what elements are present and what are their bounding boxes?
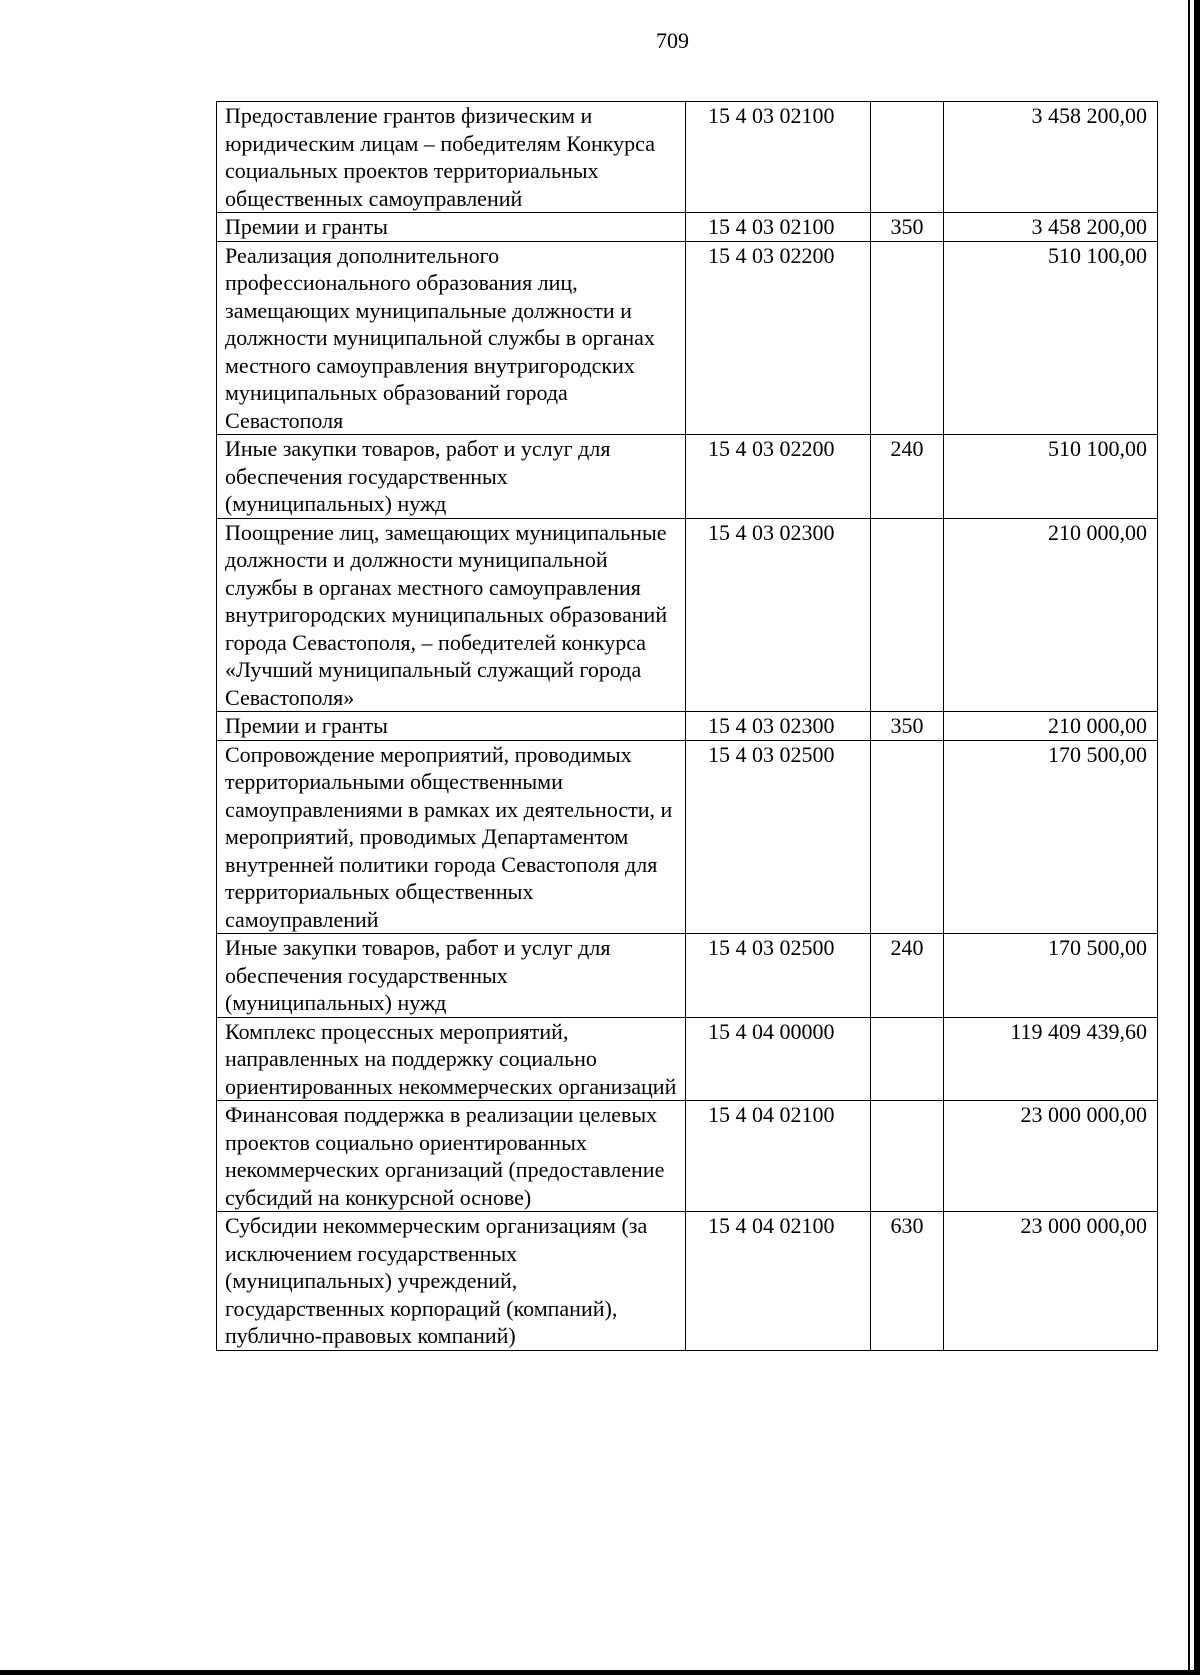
row-code: 15 4 04 02100	[686, 1212, 871, 1351]
row-name: Иные закупки товаров, работ и услуг для обеспечения государственных (муниципальных) нужд	[217, 435, 686, 519]
row-code: 15 4 03 02500	[686, 740, 871, 934]
row-code: 15 4 04 02100	[686, 1101, 871, 1212]
row-amount: 170 500,00	[944, 740, 1158, 934]
table-row	[217, 518, 1158, 712]
row-code: 15 4 03 02100	[686, 213, 871, 242]
row-amount: 210 000,00	[944, 712, 1158, 741]
row-code: 15 4 03 02300	[686, 712, 871, 741]
row-name: Предоставление грантов физическим и юридическим лицам – победителям Конкурса социальных проектов территориальных общественных самоуправлений	[217, 102, 686, 213]
table-row	[217, 934, 1158, 1018]
scan-edge-right	[1194, 0, 1200, 1675]
row-type: 350	[871, 213, 944, 242]
row-amount: 210 000,00	[944, 518, 1158, 712]
row-code: 15 4 03 02200	[686, 241, 871, 435]
row-amount: 23 000 000,00	[944, 1212, 1158, 1351]
table-row	[217, 1101, 1158, 1212]
row-name: Реализация дополнительного профессионального образования лиц, замещающих муниципальные должности и должности муниципальной службы в органах местного самоуправления внутригородских муниципальных образований города Севастополя	[217, 241, 686, 435]
row-amount: 119 409 439,60	[944, 1017, 1158, 1101]
row-type	[871, 102, 944, 213]
budget-table	[216, 101, 1158, 1351]
row-name: Субсидии некоммерческим организациям (за исключением государственных (муниципальных) учреждений, государственных корпораций (компаний), публично-правовых компаний)	[217, 1212, 686, 1351]
row-amount: 23 000 000,00	[944, 1101, 1158, 1212]
row-name: Премии и гранты	[217, 712, 686, 741]
row-type	[871, 241, 944, 435]
row-code: 15 4 03 02300	[686, 518, 871, 712]
table-row	[217, 435, 1158, 519]
table-row	[217, 1212, 1158, 1351]
table-row	[217, 102, 1158, 213]
table-row	[217, 213, 1158, 242]
row-type	[871, 1017, 944, 1101]
row-code: 15 4 03 02100	[686, 102, 871, 213]
page-number: 709	[656, 28, 689, 53]
row-amount: 3 458 200,00	[944, 102, 1158, 213]
row-name: Премии и гранты	[217, 213, 686, 242]
row-type	[871, 740, 944, 934]
table-row	[217, 1017, 1158, 1101]
row-type: 350	[871, 712, 944, 741]
table-row	[217, 241, 1158, 435]
row-amount: 510 100,00	[944, 435, 1158, 519]
row-code: 15 4 03 02200	[686, 435, 871, 519]
row-amount: 3 458 200,00	[944, 213, 1158, 242]
row-code: 15 4 03 02500	[686, 934, 871, 1018]
row-name: Финансовая поддержка в реализации целевых проектов социально ориентированных некоммерческих организаций (предоставление субсидий на конкурсной основе)	[217, 1101, 686, 1212]
table-row	[217, 740, 1158, 934]
row-name: Комплекс процессных мероприятий, направленных на поддержку социально ориентированных некоммерческих организаций	[217, 1017, 686, 1101]
row-type	[871, 518, 944, 712]
scan-edge-right-inner	[1188, 0, 1190, 1675]
row-name: Сопровождение мероприятий, проводимых территориальными общественными самоуправлениями в рамках их деятельности, и мероприятий, проводимых Департаментом внутренней политики города Севастополя для территориальных общественных самоуправлений	[217, 740, 686, 934]
row-name: Иные закупки товаров, работ и услуг для обеспечения государственных (муниципальных) нужд	[217, 934, 686, 1018]
table-row	[217, 712, 1158, 741]
row-code: 15 4 04 00000	[686, 1017, 871, 1101]
row-type	[871, 1101, 944, 1212]
scan-edge-bottom	[0, 1670, 1200, 1675]
row-name: Поощрение лиц, замещающих муниципальные должности и должности муниципальной службы в органах местного самоуправления внутригородских муниципальных образований города Севастополя, – победителей конкурса «Лучший муниципальный служащий города Севастополя»	[217, 518, 686, 712]
row-amount: 170 500,00	[944, 934, 1158, 1018]
row-amount: 510 100,00	[944, 241, 1158, 435]
row-type: 630	[871, 1212, 944, 1351]
row-type: 240	[871, 934, 944, 1018]
row-type: 240	[871, 435, 944, 519]
